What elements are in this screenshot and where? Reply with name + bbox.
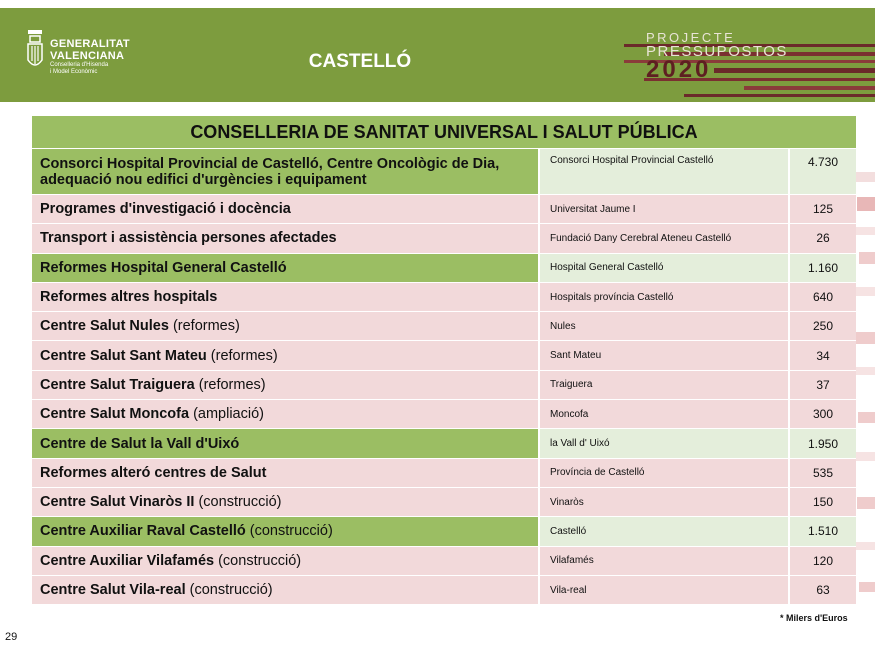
project-name-cell xyxy=(32,576,538,604)
project-name: Centre Salut Nules xyxy=(40,318,169,335)
project-name-cell xyxy=(32,224,538,252)
project-name-cell xyxy=(32,429,538,457)
project-name-cell xyxy=(32,517,538,545)
project-qualifier: (reformes) xyxy=(194,376,266,393)
table-row xyxy=(32,149,856,195)
amount-cell: 250 xyxy=(788,312,856,340)
amount-cell: 37 xyxy=(788,371,856,399)
units-footnote: * Milers d'Euros xyxy=(780,613,848,623)
table-row xyxy=(32,371,856,400)
project-name: Consorci Hospital Provincial de Castelló, Centre Oncològic de Dia, adequació nou edifici d'urgències i equipament xyxy=(40,155,500,188)
coat-of-arms-icon xyxy=(26,30,44,74)
amount-cell: 150 xyxy=(788,488,856,516)
location-cell: la Vall d' Uixó xyxy=(538,429,788,457)
project-name: Centre Auxiliar Raval Castelló xyxy=(40,523,246,540)
project-name: Centre Auxiliar Vilafamés xyxy=(40,552,215,569)
amount-cell: 1.950 xyxy=(788,429,856,457)
project-name-cell xyxy=(32,254,538,282)
table-row xyxy=(32,459,856,488)
amount-cell: 26 xyxy=(788,224,856,252)
amount-cell: 640 xyxy=(788,283,856,311)
page-number: 29 xyxy=(5,631,18,643)
table-row xyxy=(32,224,856,253)
project-name: Centre Salut Moncofa xyxy=(40,406,190,423)
location-cell: Vila-real xyxy=(538,576,788,604)
project-name: Centre Salut Vinaròs II xyxy=(40,494,195,511)
table-row xyxy=(32,488,856,517)
location-cell: Consorci Hospital Provincial Castelló xyxy=(538,149,788,194)
project-name-cell xyxy=(32,195,538,223)
table-row xyxy=(32,283,856,312)
brand-line-1: PROJECTE xyxy=(646,30,736,45)
side-decoration xyxy=(853,102,875,650)
amount-cell: 4.730 xyxy=(788,149,856,194)
table-row xyxy=(32,254,856,283)
project-name: Reformes Hospital General Castelló xyxy=(40,259,287,276)
table-row xyxy=(32,312,856,341)
location-cell: Hospital General Castelló xyxy=(538,254,788,282)
investment-table xyxy=(32,116,856,605)
project-qualifier: (construcció) xyxy=(194,494,282,511)
project-name: Centre Salut Vila-real xyxy=(40,582,186,598)
amount-cell: 120 xyxy=(788,547,856,575)
project-name-cell xyxy=(32,149,538,194)
project-qualifier: (reformes) xyxy=(206,347,278,364)
location-cell: Traiguera xyxy=(538,371,788,399)
location-cell: Hospitals província Castelló xyxy=(538,283,788,311)
amount-cell: 125 xyxy=(788,195,856,223)
project-qualifier: (ampliació) xyxy=(189,406,264,423)
project-name-cell xyxy=(32,312,538,340)
location-cell: Moncofa xyxy=(538,400,788,428)
table-row xyxy=(32,341,856,370)
location-cell: Fundació Dany Cerebral Ateneu Castelló xyxy=(538,224,788,252)
table-row xyxy=(32,429,856,458)
table-row xyxy=(32,576,856,605)
project-qualifier: (construcció) xyxy=(214,552,302,569)
amount-cell: 63 xyxy=(788,576,856,604)
amount-cell: 1.510 xyxy=(788,517,856,545)
project-name: Centre Salut Traiguera xyxy=(40,376,195,393)
project-name-cell xyxy=(32,371,538,399)
project-name: Reformes altres hospitals xyxy=(40,289,218,306)
table-row xyxy=(32,400,856,429)
location-cell: Vilafamés xyxy=(538,547,788,575)
amount-cell: 535 xyxy=(788,459,856,487)
table-title: CONSELLERIA DE SANITAT UNIVERSAL I SALUT PÚBLICA xyxy=(32,116,856,149)
project-name-cell xyxy=(32,400,538,428)
project-qualifier: (construcció) xyxy=(185,582,273,598)
project-name-cell xyxy=(32,488,538,516)
project-name-cell xyxy=(32,341,538,369)
location-cell: Sant Mateu xyxy=(538,341,788,369)
amount-cell: 300 xyxy=(788,400,856,428)
table-row xyxy=(32,195,856,224)
page-title: CASTELLÓ xyxy=(308,51,412,72)
generalitat-logo xyxy=(26,28,166,88)
logo-subtitle-1: Conselleria d'Hisenda xyxy=(50,62,109,68)
table-row xyxy=(32,517,856,546)
logo-line-1: GENERALITAT xyxy=(50,38,130,50)
project-name: Centre Salut Sant Mateu xyxy=(40,347,207,364)
brand-line-2: PRESSUPOSTOS xyxy=(646,43,788,60)
header-banner xyxy=(0,8,875,102)
location-cell: Vinaròs xyxy=(538,488,788,516)
brand-year: 2020 xyxy=(646,56,712,83)
project-name-cell xyxy=(32,459,538,487)
location-cell: Província de Castelló xyxy=(538,459,788,487)
amount-cell: 1.160 xyxy=(788,254,856,282)
table-row xyxy=(32,547,856,576)
project-name-cell xyxy=(32,283,538,311)
project-qualifier: (construcció) xyxy=(245,523,333,540)
logo-line-2: VALENCIANA xyxy=(50,50,125,62)
location-cell: Nules xyxy=(538,312,788,340)
project-name: Centre de Salut la Vall d'Uixó xyxy=(40,435,240,452)
budget-project-brand xyxy=(624,26,875,104)
project-name: Programes d'investigació i docència xyxy=(40,201,291,218)
project-name: Transport i assistència persones afectades xyxy=(40,230,337,247)
location-cell: Universitat Jaume I xyxy=(538,195,788,223)
location-cell: Castelló xyxy=(538,517,788,545)
project-name: Reformes alteró centres de Salut xyxy=(40,464,267,481)
logo-subtitle-2: i Model Econòmic xyxy=(50,69,98,75)
project-name-cell xyxy=(32,547,538,575)
amount-cell: 34 xyxy=(788,341,856,369)
project-qualifier: (reformes) xyxy=(168,318,240,335)
